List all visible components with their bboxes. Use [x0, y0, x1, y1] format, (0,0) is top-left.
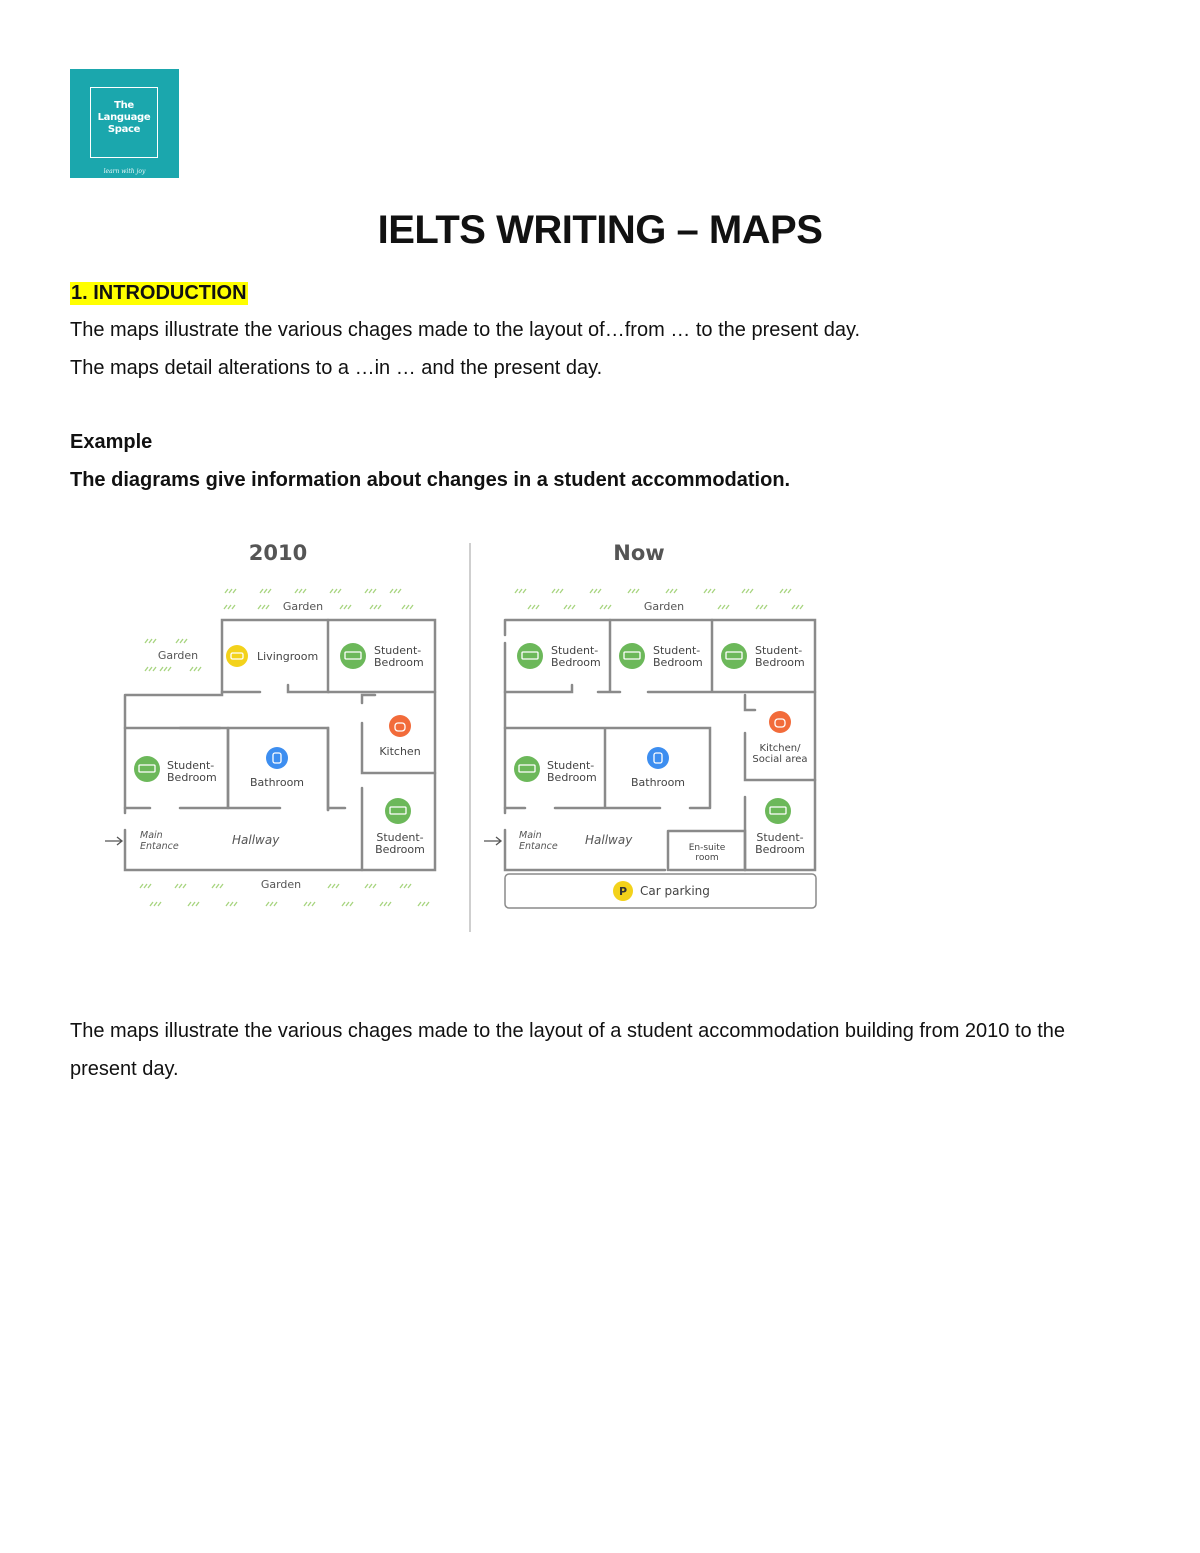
ensuite-now — [689, 843, 726, 863]
entrance-label-line2: Entance — [519, 841, 558, 852]
garden-bottom-2010: Garden — [260, 878, 302, 891]
bedroom-label-line2: Bedroom — [551, 656, 601, 669]
bed-icon — [517, 643, 543, 669]
bedroom-label-line2: Bedroom — [375, 843, 425, 856]
entrance-label-line2: Entance — [140, 841, 179, 852]
bedroom-label-line2: Bedroom — [653, 656, 703, 669]
page-title: IELTS WRITING – MAPS — [377, 208, 823, 252]
bed-icon — [765, 798, 791, 824]
intro-line-1: The maps illustrate the various chages made to the layout of…from … to the present day. — [70, 319, 861, 341]
bedroom-top-2-now — [619, 643, 703, 669]
main-entrance-2010 — [105, 830, 280, 852]
bed-icon — [134, 756, 160, 782]
bedroom-label-line1: Student- — [374, 644, 422, 657]
livingroom-label: Livingroom — [257, 650, 319, 663]
bedroom-label-line1: Student- — [167, 759, 215, 772]
floor-plan-svg — [100, 535, 830, 935]
bedroom-label-line2: Bedroom — [755, 843, 805, 856]
bed-icon — [385, 798, 411, 824]
entrance-arrow-icon — [484, 837, 501, 845]
entrance-arrow-icon — [105, 837, 122, 845]
bedroom-top-right-2010 — [340, 643, 424, 669]
garden-top-now: Garden — [643, 600, 685, 613]
kitchen-2010 — [379, 715, 420, 758]
bathroom-label: Bathroom — [630, 776, 686, 789]
floor-plan-figure — [100, 535, 830, 935]
entrance-label-line1: Main — [140, 830, 163, 841]
bedroom-left-now — [514, 756, 597, 784]
logo-line-2: Language — [97, 112, 151, 123]
bedroom-label-line1: Student- — [755, 644, 803, 657]
bedroom-bottom-right-2010 — [375, 798, 425, 856]
bathroom-2010 — [250, 747, 304, 789]
bathroom-icon — [266, 747, 288, 769]
logo-frame — [90, 87, 158, 158]
bedroom-label-line1: Student- — [547, 759, 595, 772]
logo-text — [91, 100, 157, 136]
map-2010-title: 2010 — [248, 541, 308, 565]
bedroom-top-1-now — [517, 643, 601, 669]
map-2010 — [105, 541, 435, 906]
sofa-icon — [226, 645, 248, 667]
kitchen-label-line2: Social area — [752, 754, 808, 765]
bed-icon — [619, 643, 645, 669]
intro-line-2: The maps detail alterations to a …in … and the present day. — [70, 357, 603, 379]
chef-hat-icon — [769, 711, 791, 733]
ensuite-label-line1: En-suite — [688, 843, 726, 853]
parking-icon-letter: P — [618, 885, 628, 898]
bedroom-label-line1: Student- — [376, 831, 424, 844]
bedroom-label-line1: Student- — [756, 831, 804, 844]
logo-line-3: Space — [107, 124, 141, 135]
map-now — [484, 541, 816, 908]
bedroom-top-3-now — [721, 643, 805, 669]
conclusion-paragraph: The maps illustrate the various chages made to the layout of a student accommodation building from 2010 to the present day. — [70, 1020, 1066, 1080]
brand-logo — [70, 69, 179, 178]
section-heading: 1. INTRODUCTION — [71, 282, 247, 304]
logo-line-1: The — [114, 100, 134, 111]
entrance-label-line1: Main — [519, 830, 542, 841]
hallway-label: Hallway — [585, 833, 633, 847]
car-parking-label: Car parking — [640, 884, 710, 898]
livingroom-2010 — [226, 645, 318, 667]
bedroom-left-2010 — [134, 756, 217, 784]
bathroom-icon — [647, 747, 669, 769]
logo-tagline: learn with joy — [103, 168, 146, 175]
bedroom-label-line1: Student- — [551, 644, 599, 657]
bedroom-label-line2: Bedroom — [547, 771, 597, 784]
chef-hat-icon — [389, 715, 411, 737]
garden-top-2010: Garden — [282, 600, 324, 613]
bed-icon — [340, 643, 366, 669]
ensuite-label-line2: room — [695, 853, 719, 863]
bed-icon — [514, 756, 540, 782]
garden-left-2010: Garden — [157, 649, 199, 662]
kitchen-label: Kitchen — [379, 745, 421, 758]
bedroom-label-line2: Bedroom — [755, 656, 805, 669]
bathroom-label: Bathroom — [249, 776, 305, 789]
kitchen-label-line1: Kitchen/ — [759, 743, 801, 754]
bed-icon — [721, 643, 747, 669]
bedroom-label-line2: Bedroom — [374, 656, 424, 669]
example-label: Example — [70, 431, 153, 453]
kitchen-now — [752, 711, 807, 765]
bedroom-label-line2: Bedroom — [167, 771, 217, 784]
car-parking-now — [505, 874, 816, 908]
bathroom-now — [631, 747, 685, 789]
bedroom-bottom-right-now — [755, 798, 805, 856]
bedroom-label-line1: Student- — [653, 644, 701, 657]
map-now-title: Now — [613, 541, 665, 565]
hallway-label: Hallway — [232, 833, 280, 847]
example-prompt: The diagrams give information about changes in a student accommodation. — [70, 469, 791, 491]
main-entrance-now — [484, 830, 633, 852]
